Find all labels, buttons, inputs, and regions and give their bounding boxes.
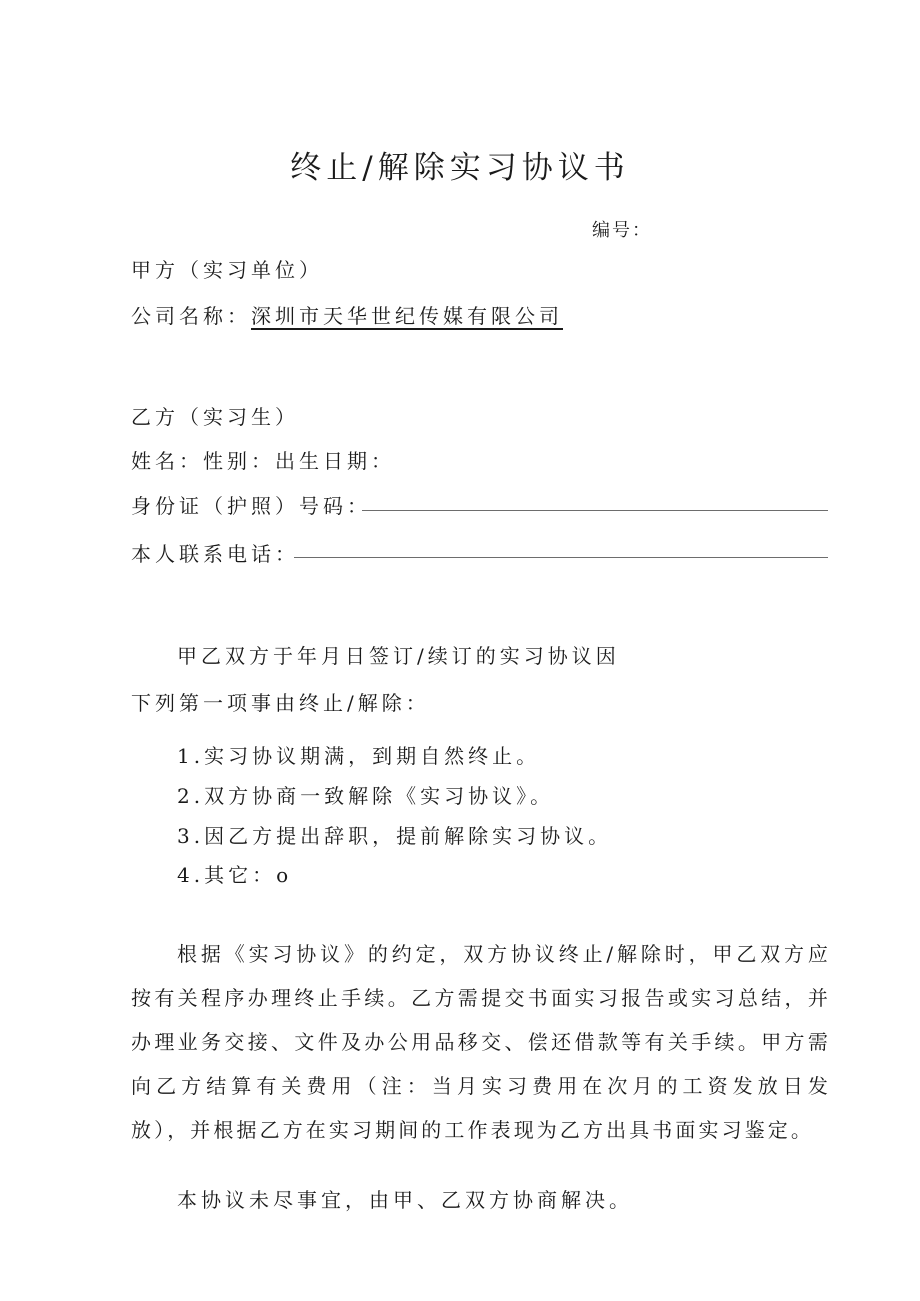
phone-blank-line <box>294 557 828 558</box>
document-title: 终止/解除实习协议书 <box>290 150 630 186</box>
reason-number: 3 <box>177 824 194 848</box>
reason-item-3 <box>177 820 612 849</box>
company-label: 公司名称： <box>131 304 251 328</box>
id-number-blank-line <box>362 510 828 511</box>
closing-paragraph: 本协议未尽事宜，由甲、乙双方协商解决。 <box>177 1188 633 1212</box>
reason-item-4 <box>177 859 292 888</box>
intro-line-1: 甲乙双方于年月日签订/续订的实习协议因 <box>177 644 620 668</box>
party-a-heading: 甲方（实习单位） <box>131 258 323 282</box>
reason-text: .双方协商一致解除《实习协议》。 <box>193 784 555 808</box>
phone-label: 本人联系电话： <box>131 542 299 566</box>
reason-text: .实习协议期满，到期自然终止。 <box>193 744 541 768</box>
company-line <box>131 300 563 329</box>
reason-text: .其它：o <box>193 863 293 887</box>
reason-number: 1 <box>177 744 194 768</box>
main-paragraph: 根据《实习协议》的约定，双方协议终止/解除时，甲乙双方应按有关程序办理终止手续。乙方需提交书面实习报告或实习总结，并办理业务交接、文件及办公用品移交、偿还借款等有关手续。甲方需向乙方结算有关费用（注：当月实习费用在次月的工资发放日发放），并根据乙方在实习期间的工作表现为乙方出具书面实习鉴定。 <box>131 942 831 1142</box>
party-b-info-line: 姓名：性别：出生日期： <box>131 449 395 473</box>
reason-text: .因乙方提出辞职，提前解除实习协议。 <box>193 824 613 848</box>
intro-line-2: 下列第一项事由终止/解除： <box>131 691 430 715</box>
reason-item-1 <box>177 740 540 769</box>
company-name: 深圳市天华世纪传媒有限公司 <box>251 304 563 328</box>
reason-number: 2 <box>177 784 194 808</box>
reason-item-2 <box>177 780 554 809</box>
serial-number-label: 编号： <box>592 220 652 241</box>
id-number-label: 身份证（护照）号码： <box>131 494 371 518</box>
party-b-heading: 乙方（实习生） <box>131 405 299 429</box>
reason-number: 4 <box>177 863 194 887</box>
